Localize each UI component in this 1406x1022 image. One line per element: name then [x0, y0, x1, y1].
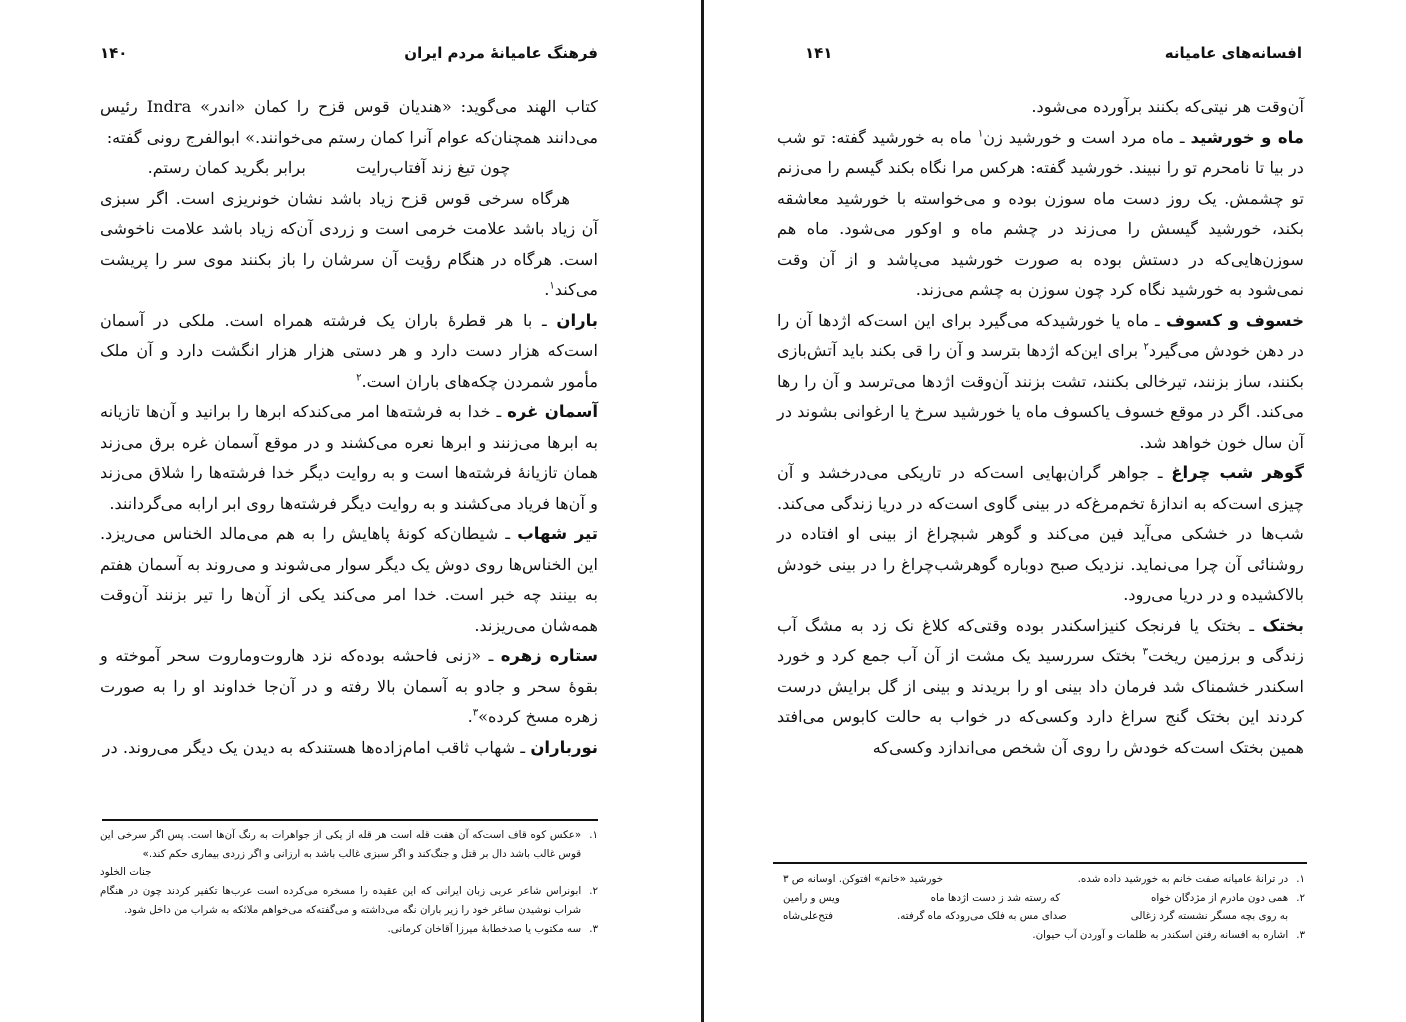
footnote-number: ۱. — [1296, 873, 1305, 885]
footnote-2 — [783, 889, 1305, 926]
book-gutter — [701, 0, 704, 1022]
verse-hemistich-2: برابر بگرید کمان رستم. — [147, 158, 306, 177]
left-page — [0, 0, 702, 1022]
left-page-footnotes — [100, 826, 598, 938]
paragraph-tir-shahab: تیر شهاب ـ شیطان‌که کونهٔ پاهایش را به هم می‌مالد الخناس می‌ریزد. این الخناس‌ها روی دوش یک دیگر سوار می‌شوند و می‌روند به آسمان هفتم به بینند چه خبر است. خدا امر می‌کند یکی از آن‌ها را تیر بزنند آن‌وقت همه‌شان می‌ریزند. — [100, 524, 598, 635]
footnote-source: ویس و رامین — [783, 891, 840, 904]
term-setareh-zohreh: ستاره زهره — [500, 646, 598, 665]
term-gohar-shab-cheragh: گوهر شب چراغ — [1171, 463, 1304, 482]
verse-line — [100, 153, 598, 184]
paragraph-setareh-zohreh: ستاره زهره ـ «زنی فاحشه بوده‌که نزد هاروت‌وماروت سحر آموخته و بقوهٔ سحر و جادو به آسمان بالا رفته و در آن‌جا خداوند او را به صورت زهره مسخ کرده»$^۳$. — [100, 646, 598, 726]
term-bakhtak: بختک — [1262, 615, 1304, 635]
right-page-header — [805, 38, 1302, 68]
footnote-ref-1: ۱ — [549, 280, 555, 292]
footnote-ref-1: ۱ — [977, 128, 984, 140]
verse-hemistich-1: چون تیغ زند آفتاب‌رایت — [355, 158, 511, 177]
term-khosuf-kosuf: خسوف و کسوف — [1166, 310, 1304, 330]
right-page-title: افسانه‌های عامیانه — [1164, 44, 1302, 62]
left-page-body — [100, 92, 598, 763]
right-page-body — [777, 92, 1304, 763]
paragraph-rainbow-colors: هرگاه سرخی قوس قزح زیاد باشد نشان خونریزی است. اگر سبزی آن زیاد باشد علامت خرمی است و زردی آن‌که زیاد باشد علامت ناخوشی است. هرگاه در هنگام رؤیت آن سرشان را باز بکنند موی سر را پریشت می‌کند$^۱$. — [100, 188, 598, 299]
term-aseman-ghoreh: آسمان غره — [507, 402, 598, 421]
left-page-number: ۱۴۰ — [100, 44, 128, 62]
right-page-footnotes — [783, 870, 1305, 945]
paragraph-mah-khorshid: ماه و خورشید ـ ماه مرد است و خورشید زن$^۱$ ماه به خورشید گفته: تو شب در بیا تا نامحرم تو را نبیند. خورشید گفته: هرکس مرا نگاه بکند گیسم را می‌زنم تو چشمش. یک روز دست ماه سوزن بوده و می‌خواسته با خورشید معاشقه بکند، خورشید گیسش را می‌زند در چشم ماه و اوکور می‌شود. ماه هم سوزن‌هایی‌که در دستش بوده به صورت خورشید می‌پاشد و از آن وقت نمی‌شود به خورشید نگاه کرد چون سوزن به چشم می‌زند. — [777, 127, 1305, 299]
left-page-title: فرهنگ عامیانهٔ مردم ایران — [404, 44, 598, 62]
paragraph-continuation: آن‌وقت هر نیتی‌که بکنند برآورده می‌شود. — [1031, 97, 1304, 116]
paragraph-kitab-al-hind: کتاب الهند می‌گوید: «هندیان قوس قزح را کمان «اندر» Indra رئیس می‌دانند همچنان‌که عوام آنرا کمان رستم می‌خوانند.» ابوالفرج رونی گفته: — [100, 97, 598, 147]
term-baran: باران — [556, 310, 598, 330]
term-mah-khorshid: ماه و خورشید — [1190, 127, 1305, 147]
paragraph-gohar-shab-cheragh: گوهر شب چراغ ـ جواهر گران‌بهایی است‌که در تاریکی می‌درخشد و آن چیزی است‌که به اندازهٔ تخم‌مرغ‌که در بینی گاوی است‌که در دریا زندگی می‌کند. شب‌ها در خشکی می‌آید فین می‌کند و گوهر شبچراغ از بینی او افتاده در روشنائی آن چرا می‌نماید. نزدیک صبح دوباره گوهرشب‌چراغ را در بینی خودش بالاکشیده و در دریا می‌رود. — [777, 463, 1304, 604]
footnote-1: ۱. «عکس کوه قاف است‌که آن هفت قله است هر قله از یکی از جواهرات به رنگ آن‌ها است. پس اگر سرخی این قوس غالب باشد دال بر قتل و جنگ‌کند و اگر سبزی غالب باشد به ارزانی و اگر زردی بیماری حکم کند.» جنات الخلود — [100, 826, 598, 882]
term-tir-shahab: تیر شهاب — [517, 524, 598, 543]
paragraph-khosuf-kosuf: خسوف و کسوف ـ ماه یا خورشید‌که می‌گیرد برای این است‌که اژدها آن را در دهن خودش می‌گیرد$^۲$ برای این‌که اژدها بترسد و آن را قی بکند باید آتش‌بازی بکنند، ساز بزنند، تیرخالی بکنند، تشت بزنند آن‌وقت اژدها می‌ترسد و آن را رها می‌کند. اگر در موقع خسوف یاکسوف ماه یا خورشید سرخ یا ارغوانی بشوند در آن سال خون خواهد شد. — [777, 310, 1304, 452]
footnote-ref-3: ۳ — [1142, 646, 1149, 658]
footnote-3: ۳. سه مکتوب یا صدخطابهٔ میرزا آقاخان کرمانی. — [100, 920, 598, 939]
paragraph-nurbaran: نورباران ـ شهاب ثاقب امام‌زاده‌ها هستند‌که به دیدن یک دیگر می‌روند. در — [102, 737, 598, 757]
term-nurbaran: نورباران — [530, 737, 598, 757]
footnote-number: ۲. — [589, 885, 598, 898]
footnote-number: ۳. — [589, 922, 598, 935]
footnote-divider — [102, 819, 598, 821]
footnote-source: جنات الخلود — [100, 866, 152, 879]
paragraph-bakhtak: بختک ـ بختک یا فرنجک کنیزاسکندر بوده وقتی‌که کلاغ نک زد به مشگ آب زندگی و برزمین ریخت$^۳$ بختک سررسید یک مشت از آن آب جمع کرد و خورد اسکندر خشمناک شد فرمان داد بینی او را بریدند و بینی از گل برایش درست کردند این بختک گنج سراغ دارد وکسی‌که در خواب به حالت کابوس می‌افتد همین بختک است‌که خودش را روی آن شخص می‌اندازد وکسی‌که — [777, 615, 1304, 757]
footnote-ref-3: ۳ — [472, 707, 479, 719]
right-page-number: ۱۴۱ — [805, 44, 833, 62]
footnote-quote: خورشید «خانم» افتوکن. اوسانه ص ۳ — [783, 873, 944, 885]
footnote-1: ۱. در ترانهٔ عامیانه صفت خانم به خورشید داده شده. خورشید «خانم» افتوکن. اوسانه ص ۳ — [783, 870, 1305, 889]
paragraph-baran: باران ـ با هر قطرهٔ باران یک فرشته همراه است. ملکی در آسمان است‌که هزار دست دارد و هر دستی هزار هزار انگشت دارد و آن ملک مأمور شمردن چکه‌های باران است.$^۲$ — [100, 310, 598, 391]
paragraph-aseman-ghoreh: آسمان غره ـ خدا به فرشته‌ها امر می‌کند‌که ابرها را برانید و آن‌ها تازیانه به ابرها می‌زنند و ابرها نعره می‌کشند و در موقع آسمان غره برق می‌زند همان تازیانهٔ فرشته‌ها است و به روایت دیگر خدا فرشته‌ها را شلاق می‌زند و آن‌ها فریاد می‌کشند و به روایت دیگر فرشته‌ها روی ابر ارابه می‌گردانند. — [100, 402, 598, 513]
footnote-source: فتح‌علی‌شاه — [783, 910, 833, 923]
footnote-2: ۲. ابونراس شاعر عربی زبان ایرانی که این عقیده را مسخره می‌کرده است عرب‌ها تکفیر کردند چون در هنگام شراب نوشیدن ساغر خود را زیر باران نگه می‌داشته و می‌گفته‌که می‌خواهم ملائکه به شراب من داخل شود. — [100, 882, 598, 919]
footnote-ref-2: ۲ — [356, 372, 362, 384]
footnote-number: ۳. — [1296, 929, 1305, 942]
footnote-verse-1: همی دون مادرم از مژدگان خواه که رسته شد ز دست اژدها ماه ویس و رامین — [783, 889, 1288, 908]
footnote-number: ۱. — [589, 829, 598, 841]
right-page — [705, 0, 1406, 1022]
footnote-number: ۲. — [1296, 891, 1305, 904]
footnote-divider — [773, 862, 1307, 864]
footnote-ref-2: ۲ — [1143, 341, 1149, 353]
footnote-3: ۳. اشاره به افسانه رفتن اسکندر به ظلمات و آوردن آب حیوان. — [783, 926, 1305, 945]
left-page-header — [100, 38, 598, 68]
footnote-verse-2: به روی بچه مسگر نشسته گرد زغالی صدای مس به فلک می‌رودکه ماه گرفته. فتح‌علی‌شاه — [783, 907, 1288, 926]
